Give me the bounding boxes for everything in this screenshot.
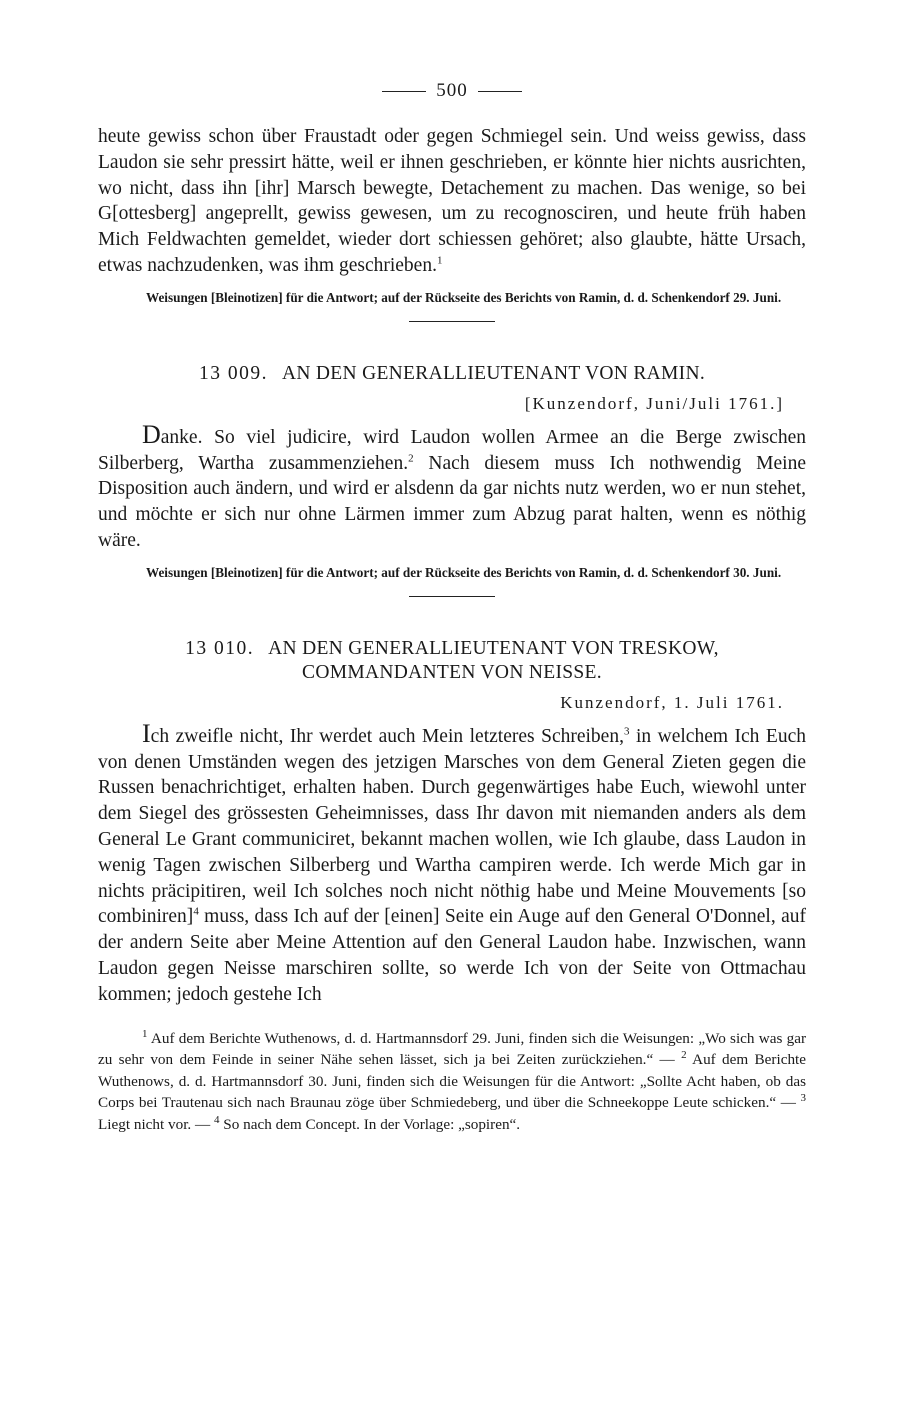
- letter-date: [Kunzendorf, Juni/Juli 1761.]: [524, 393, 784, 413]
- letter-number: 13 010.: [185, 637, 255, 659]
- intro-paragraph: [98, 124, 806, 279]
- letter-text-part-b: in welchem Ich Euch von denen Umständen wegen des jetzigen Marsches von dem General Zieten gegen die Russen benachrichtiget, erhalten haben. Durch gegenwärtiges habe Euch, wiewohl unter dem Siegel des grössesten Geheimnisses, dass Ihr davon mit niemanden anders als dem General Le Grant communiciret, bekannt machen wollen, wie Ich glaube, dass Laudon in wenig Tagen zwischen Silberberg und Wartha campiren werde. Ich werde Mich gar in nichts präcipitiren, weil Ich solches noch nicht nöthig habe und Meine Mouvements [so combiniren]: [98, 725, 806, 928]
- footnote-text-4: So nach dem Concept. In der Vorlage: „sopiren“.: [219, 1115, 521, 1133]
- letter-editor-note-13009: Weisungen [Bleinotizen] für die Antwort; auf der Rückseite des Berichts von Ramin, d. d. Schenkendorf 30. Juni.: [146, 564, 782, 580]
- intro-text: heute gewiss schon über Fraustadt oder gegen Schmiegel sein. Und weiss gewiss, dass Laudon sie sehr pressirt hätte, weil er ihnen geschrieben, er könnte hier nichts ausrichten, wo nicht, dass ihn [ihr] Marsch bewegte, Detachement zu machen. Das wenige, so bei G[ottesberg] angeprellt, gewiss gewesen, um zu recognosciren, und heute früh haben Mich Feldwachten gemeldet, wieder dort schiessen gehöret; also glaubte, hätte Ursach, etwas nachzudenken, was ihm geschrieben.: [98, 126, 806, 276]
- letter-recipient: AN DEN GENERALLIEUTENANT VON RAMIN.: [281, 362, 706, 384]
- letter-heading-13009: [98, 362, 806, 386]
- letter-text-part-a: Danke. So viel judicire, wird Laudon wollen Armee an die Berge zwischen Silberberg, Wartha zusammenziehen.: [98, 419, 806, 474]
- footnote-text-1: Auf dem Berichte Wuthenows, d. d. Hartmannsdorf 29. Juni, finden sich die Weisungen: „Wo sich was gar zu sehr von dem Feinde in seiner Nähe sehen lässet, sich ja bei Zeiten zurückziehen.“ —: [98, 1029, 806, 1069]
- footnote-ref-1: 1: [436, 254, 443, 267]
- letter-heading-13010: [98, 637, 806, 685]
- letter-text-part-a: Ich zweifle nicht, Ihr werdet auch Mein letzteres Schreiben,: [142, 718, 624, 748]
- footnote-mark-2: 2: [681, 1049, 687, 1062]
- footnotes-block: [98, 1028, 806, 1136]
- footnote-ref-3: 3: [623, 725, 630, 738]
- footnote-mark-3: 3: [800, 1092, 806, 1105]
- letter-dateline-13010: [98, 691, 806, 715]
- footnote-ref-4: 4: [193, 905, 199, 918]
- page-number: 500: [436, 80, 468, 101]
- section-divider-2: [409, 596, 495, 597]
- section-divider-1: [409, 321, 495, 322]
- document-page: [98, 80, 806, 1136]
- page-number-left-dash: [382, 91, 426, 92]
- footnote-ref-2: 2: [408, 452, 414, 465]
- footnote-mark-4: 4: [214, 1113, 220, 1126]
- letter-recipient-line-1: AN DEN GENERALLIEUTENANT VON TRESKOW,: [268, 637, 719, 659]
- letter-body-13010: [98, 718, 806, 1008]
- letter-dateline-13009: [98, 392, 806, 416]
- footnote-text-3: Liegt nicht vor. —: [98, 1115, 214, 1133]
- letter-body-13009: [98, 419, 806, 554]
- footnote-mark-1: 1: [142, 1027, 148, 1040]
- letter-text-part-b: Nach diesem muss Ich nothwendig Meine Disposition auch ändern, und wird er alsdenn da gar nichts nutz werden, wo er nun stehet, und möchte er sich nur ohne Lärmen immer zum Abzug parat halten, wenn es nöthig wäre.: [98, 452, 806, 551]
- intro-editor-note: Weisungen [Bleinotizen] für die Antwort; auf der Rückseite des Berichts von Ramin, d. d. Schenkendorf 29. Juni.: [146, 289, 782, 305]
- letter-date: Kunzendorf, 1. Juli 1761.: [560, 692, 784, 712]
- letter-recipient-line-2: COMMANDANTEN VON NEISSE.: [302, 661, 602, 683]
- letter-number: 13 009.: [198, 362, 268, 384]
- footnote-text-2: Auf dem Berichte Wuthenows, d. d. Hartmannsdorf 30. Juni, finden sich die Weisungen für die Antwort: „Sollte Acht haben, ob das Corps bei Trautenau sich nach Braunau zöge über Schmiedeberg, und über die Schneekoppe Leute schicken.“ —: [98, 1051, 806, 1112]
- page-number-right-dash: [478, 91, 522, 92]
- letter-text-part-c: muss, dass Ich auf der [einen] Seite ein Auge auf den General O'Donnel, auf der andern Seite aber Meine Attention auf den General Laudon habe. Inzwischen, wann Laudon gegen Neisse marschiren sollte, so werde Ich von der Seite von Ottmachau kommen; jedoch gestehe Ich: [98, 906, 806, 1005]
- page-number-line: [98, 80, 806, 102]
